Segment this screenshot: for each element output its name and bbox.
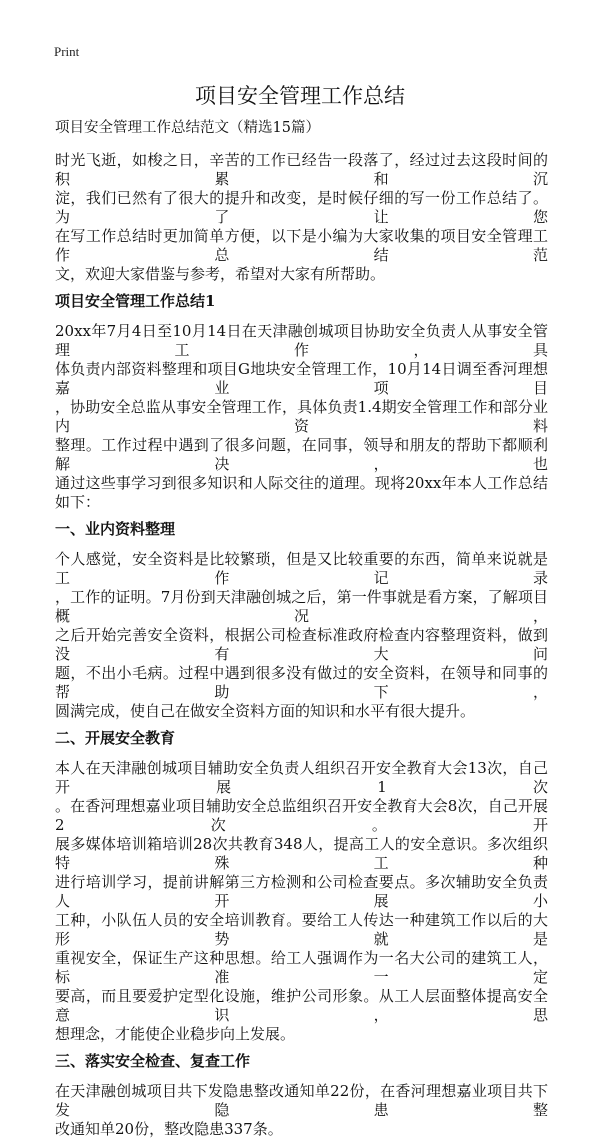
- paragraph-line: 进行培训学习，提前讲解第三方检测和公司检查要点。多次辅助安全负责人开展小: [55, 873, 548, 910]
- paragraph-line: 题，不出小毛病。过程中遇到很多没有做过的安全资料，在领导和同事的帮助下，: [55, 664, 548, 701]
- paragraph-line: 通过这些事学习到很多知识和人际交往的道理。现将20xx年本人工作总结如下：: [55, 474, 548, 511]
- paragraph-line: 时光飞逝，如梭之日，辛苦的工作已经告一段落了，经过过去这段时间的积累和沉: [55, 151, 548, 188]
- paragraph-line: 个人感觉，安全资料是比较繁琐，但是又比较重要的东西，简单来说就是工作记录: [55, 550, 548, 587]
- paragraph-line: 20xx年7月4日至10月14日在天津融创城项目协助安全负责人从事安全管理工作，具: [55, 322, 548, 359]
- section-heading: 三、落实安全检查、复查工作: [55, 1052, 251, 1070]
- paragraph-line: ，工作的证明。7月份到天津融创城之后，第一件事就是看方案，了解项目概况，: [55, 588, 548, 625]
- paragraph-line: 工种，小队伍人员的安全培训教育。要给工人传达一种建筑工作以后的大形势就是: [55, 911, 548, 948]
- paragraph-line: 要高，而且要爱护定型化设施，维护公司形象。从工人层面整体提高安全意识，思: [55, 987, 548, 1024]
- paragraph-line: 之后开始完善安全资料，根据公司检查标准政府检查内容整理资料，做到没有大问: [55, 626, 548, 663]
- paragraph-line: 淀，我们已然有了很大的提升和改变，是时候仔细的写一份工作总结了。为了让您: [55, 189, 548, 226]
- paragraph-line: 重视安全，保证生产这种思想。给工人强调作为一名大公司的建筑工人，标准一定: [55, 949, 548, 986]
- paragraph-line: 文，欢迎大家借鉴与参考，希望对大家有所帮助。: [55, 265, 386, 283]
- paragraph-line: 本人在天津融创城项目辅助安全负责人组织召开安全教育大会13次，自己开展1次: [55, 759, 548, 796]
- paragraph-line: 改通知单20份，整改隐患337条。: [55, 1120, 283, 1138]
- paragraph-line: ，协助安全总监从事安全管理工作，具体负责1.4期安全管理工作和部分业内资料: [55, 398, 548, 435]
- print-link[interactable]: Print: [54, 44, 80, 59]
- document-body: [55, 119, 548, 1147]
- document-sections: [55, 151, 548, 1139]
- paragraph: [55, 550, 548, 721]
- paragraph-line: 展多媒体培训箱培训28次共教育348人，提高工人的安全意识。多次组织特殊工种: [55, 835, 548, 872]
- paragraph: [55, 759, 548, 1044]
- paragraph-line: 。在香河理想嘉业项目辅助安全总监组织召开安全教育大会8次，自己开展2次。开: [55, 797, 548, 834]
- paragraph: [55, 322, 548, 512]
- section-heading: 项目安全管理工作总结1: [55, 292, 216, 310]
- paragraph: [55, 151, 548, 284]
- section-heading: 二、开展安全教育: [55, 729, 176, 747]
- paragraph-line: 在天津融创城项目共下发隐患整改通知单22份，在香河理想嘉业项目共下发隐患整: [55, 1082, 548, 1119]
- paragraph-line: 体负责内部资料整理和项目G地块安全管理工作，10月14日调至香河理想嘉业项目: [55, 360, 548, 397]
- section-heading: 一、业内资料整理: [55, 520, 176, 538]
- page-title: 项目安全管理工作总结: [195, 84, 405, 108]
- paragraph-line: 整理。工作过程中遇到了很多问题，在同事，领导和朋友的帮助下都顺利解决，也: [55, 436, 548, 473]
- paragraph-line: 圆满完成，使自己在做安全资料方面的知识和水平有很大提升。: [55, 702, 476, 720]
- paragraph-line: 在写工作总结时更加简单方便，以下是小编为大家收集的项目安全管理工作总结范: [55, 227, 548, 264]
- paragraph-line: 想理念，才能使企业稳步向上发展。: [55, 1025, 296, 1043]
- document-subtitle: 项目安全管理工作总结范文（精选15篇）: [55, 120, 320, 136]
- paragraph: [55, 1082, 548, 1139]
